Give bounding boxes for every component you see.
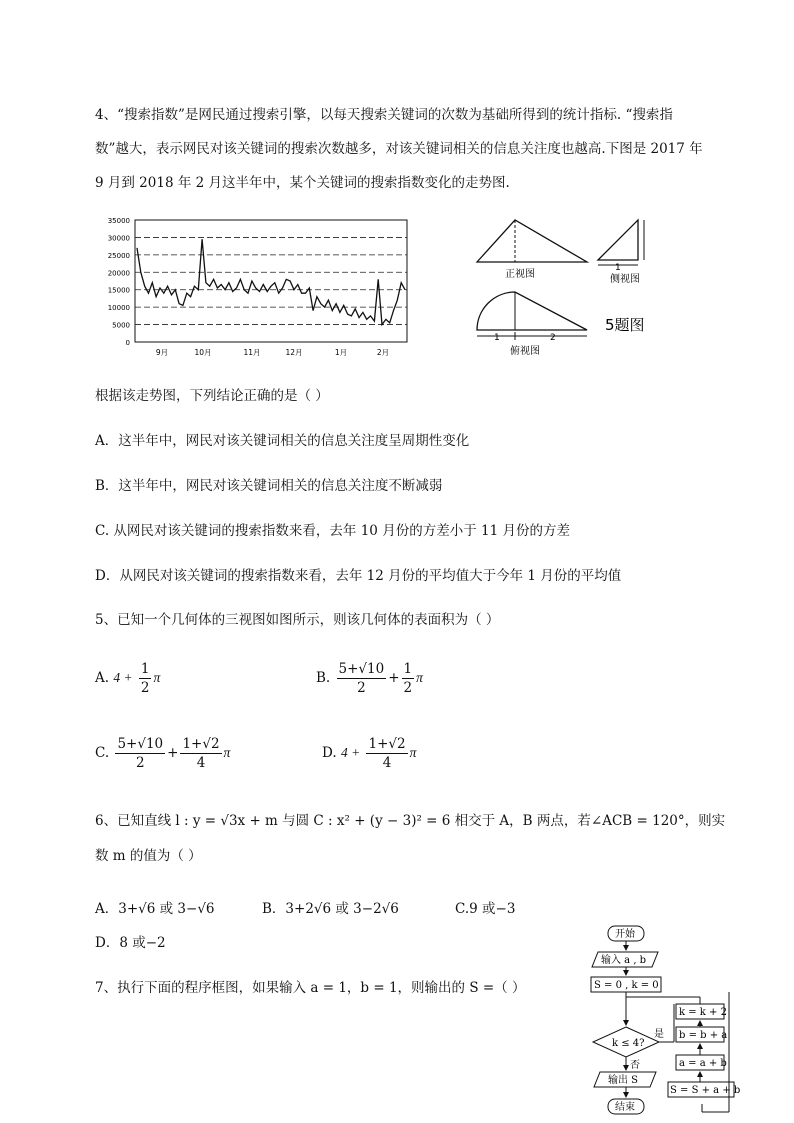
q5-option-d: D. 4 + $\frac{1+√2}{4}$ π [322, 736, 417, 771]
q5-option-a: A. 4 + $\frac{1}{2}$ π [95, 661, 161, 696]
q6-option-d: D．8 或−2 [95, 935, 166, 951]
y-tick-label: 0 [125, 339, 130, 347]
fc-step4: S = S + a + b [670, 1085, 741, 1096]
fc-no: 否 [630, 1060, 640, 1071]
top-dim2-label: 2 [550, 333, 556, 343]
front-view [477, 220, 587, 280]
top-dim1-label: 1 [494, 333, 500, 343]
x-tick-label: 9月 [155, 348, 169, 357]
x-tick-label: 2月 [376, 348, 390, 357]
top-view [477, 292, 587, 357]
fc-init: S = 0 , k = 0 [594, 980, 659, 991]
fc-step3: a = a + b [679, 1058, 727, 1069]
search-index-chart [100, 212, 415, 362]
y-tick-label: 15000 [107, 286, 130, 295]
q4-option-c: C. 从网民对该关键词的搜索指数来看，去年 10 月份的方差小于 11 月份的方差 [95, 523, 570, 539]
fc-cond: k ≤ 4? [612, 1038, 645, 1049]
three-views-figure [470, 212, 670, 362]
q6-option-a: A．3+√6 或 3−√6 [95, 901, 215, 917]
q6-line1: 6、已知直线 l : y = √3x + m 与圆 C : x² + (y − 3)² = 6 相交于 A，B 两点，若∠ACB = 120°，则实 [95, 813, 726, 829]
side-view [598, 220, 644, 285]
x-tick-label: 11月 [243, 348, 261, 357]
front-view-label: 正视图 [505, 269, 535, 280]
x-tick-label: 1月 [334, 348, 348, 357]
fc-step2: b = b + a [679, 1030, 728, 1041]
q6-option-b: B．3+2√6 或 3−2√6 [262, 901, 399, 917]
y-tick-label: 35000 [107, 217, 130, 225]
q5-option-b: B. $\frac{5+√10}{2}$ + $\frac{1}{2}$ π [316, 661, 423, 696]
side-view-label: 侧视图 [610, 274, 640, 285]
q4-stem: 根据该走势图，下列结论正确的是（ ） [95, 388, 329, 404]
fc-output: 输出 S [608, 1075, 639, 1086]
figure-caption: 5题图 [605, 316, 645, 334]
y-tick-label: 30000 [107, 234, 130, 243]
y-tick-label: 25000 [107, 251, 130, 260]
fc-yes: 是 [654, 1029, 664, 1040]
q4-text: 4、“搜索指数”是网民通过搜索引擎，以每天搜索关键词的次数为基础所得到的统计指标. “搜索指数”越大，表示网民对该关键词的搜索次数越多，对该关键词相关的信息关注度也越高.下图是 2017 年 9 月到 2018 年 2 月这半年中，某个关键词的搜索指数变化的走势图. [95, 107, 703, 191]
top-view-label: 俯视图 [510, 346, 540, 357]
x-tick-label: 10月 [194, 348, 212, 357]
y-tick-label: 10000 [107, 304, 130, 313]
x-tick-label: 12月 [285, 348, 303, 357]
fc-input: 输入 a , b [601, 955, 647, 966]
y-tick-label: 5000 [112, 321, 130, 330]
y-tick-label: 20000 [107, 269, 130, 278]
q6-line2: 数 m 的值为（ ） [95, 848, 202, 864]
q4-option-d: D．从网民对该关键词的搜索指数来看，去年 12 月份的平均值大于今年 1 月份的平均值 [95, 568, 622, 584]
fc-start: 开始 [615, 929, 635, 940]
fc-end: 结束 [615, 1102, 635, 1113]
fc-step1: k = k + 2 [679, 1007, 727, 1018]
q5-option-c: C. $\frac{5+√10}{2}$ + $\frac{1+√2}{4}$ π [95, 736, 231, 771]
q5-stem: 5、已知一个几何体的三视图如图所示，则该几何体的表面积为（ ） [95, 612, 500, 628]
q4-option-a: A．这半年中，网民对该关键词相关的信息关注度呈周期性变化 [95, 433, 470, 449]
q4-option-b: B．这半年中，网民对该关键词相关的信息关注度不断减弱 [95, 478, 443, 494]
side-dim-label: 1 [615, 263, 621, 273]
q6-option-c: C.9 或−3 [455, 901, 516, 917]
q7-stem: 7、执行下面的程序框图，如果输入 a = 1，b = 1，则输出的 S =（ ） [95, 980, 526, 996]
search-index-line [137, 239, 405, 324]
flowchart [584, 922, 744, 1120]
